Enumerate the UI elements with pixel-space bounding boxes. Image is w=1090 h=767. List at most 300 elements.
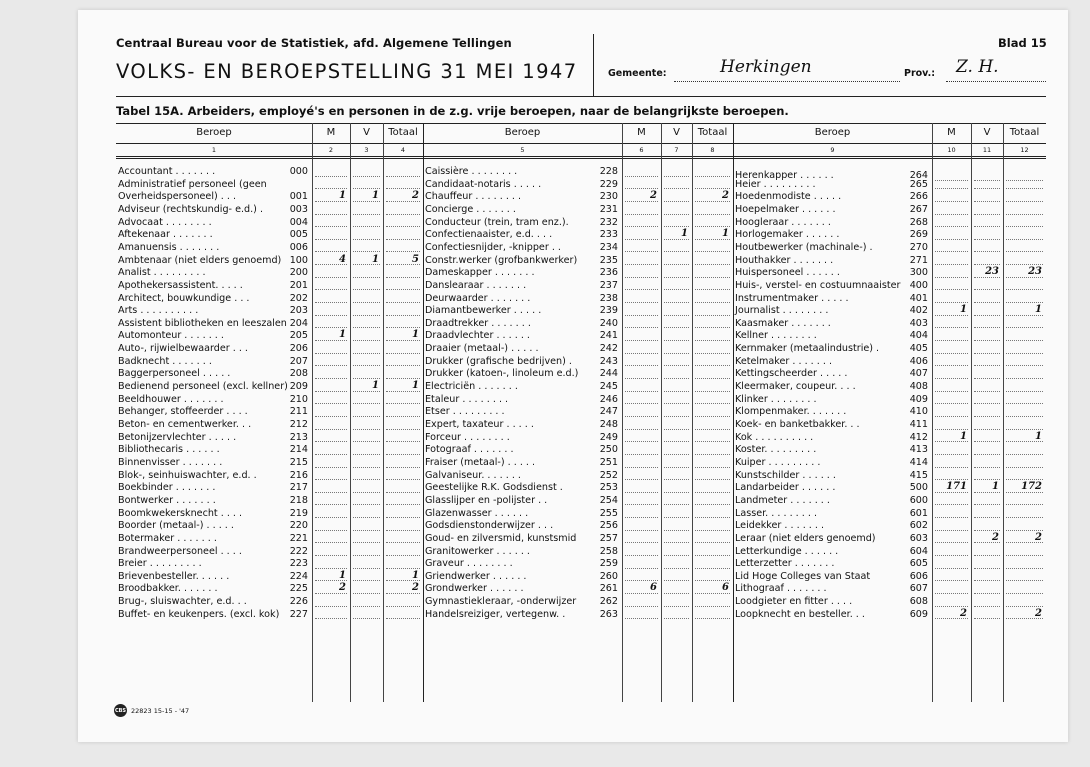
count-cell-t[interactable] [1006,593,1043,594]
count-cell-m[interactable] [315,606,347,607]
count-cell-m[interactable] [315,353,347,354]
count-cell-t[interactable] [1006,568,1043,569]
count-cell-m[interactable] [935,580,968,581]
count-cell-m[interactable] [935,606,968,607]
count-cell-t[interactable] [1006,188,1043,189]
count-cell-v[interactable] [664,340,689,341]
count-cell-v[interactable] [353,251,380,252]
count-cell-v[interactable] [664,226,689,227]
count-cell-m[interactable] [935,353,968,354]
count-cell-t[interactable] [1006,416,1043,417]
count-cell-v[interactable] [664,201,689,202]
count-cell-v[interactable] [353,277,380,278]
count-cell-t[interactable] [695,568,730,569]
count-cell-v[interactable] [353,517,380,518]
count-cell-v[interactable] [353,176,380,177]
count-cell-t[interactable] [695,492,730,493]
count-cell-v[interactable] [974,239,1000,240]
count-cell-m[interactable] [315,289,347,290]
count-cell-t[interactable] [1006,289,1043,290]
count-cell-m[interactable] [625,429,658,430]
count-cell-t[interactable] [1006,555,1043,556]
count-cell-v[interactable] [664,454,689,455]
count-cell-t[interactable] [1006,239,1043,240]
count-cell-m[interactable] [625,251,658,252]
count-cell-t[interactable] [1006,391,1043,392]
count-cell-m[interactable] [315,492,347,493]
count-cell-v[interactable] [353,618,380,619]
count-cell-v[interactable] [664,606,689,607]
count-cell-m[interactable] [935,378,968,379]
count-cell-t[interactable] [695,504,730,505]
count-cell-t[interactable] [695,606,730,607]
count-cell-m[interactable] [935,479,968,480]
table-row [425,432,733,445]
count-cell-t[interactable] [1006,504,1043,505]
count-cell-v[interactable] [974,441,1000,442]
count-cell-v[interactable] [974,264,1000,265]
count-cell-t[interactable] [386,365,420,366]
count-cell-t[interactable] [695,340,730,341]
count-cell-m[interactable] [625,517,658,518]
count-cell-m[interactable] [625,606,658,607]
occupation-code: 238 [599,292,618,304]
count-cell-t[interactable] [1006,517,1043,518]
count-cell-v[interactable] [664,530,689,531]
count-cell-v[interactable] [664,188,689,189]
count-cell-m[interactable] [625,214,658,215]
count-cell-v[interactable] [974,568,1000,569]
count-cell-m[interactable] [935,188,968,189]
count-cell-t[interactable] [1006,302,1043,303]
count-cell-m[interactable] [625,542,658,543]
count-cell-m[interactable] [315,542,347,543]
count-cell-m[interactable] [625,226,658,227]
count-cell-m[interactable] [625,416,658,417]
count-cell-m[interactable] [315,315,347,316]
count-cell-t[interactable] [695,277,730,278]
count-cell-v[interactable] [353,429,380,430]
count-cell-v[interactable] [353,214,380,215]
count-cell-t[interactable] [1006,467,1043,468]
count-cell-v[interactable] [974,391,1000,392]
count-cell-m[interactable] [315,365,347,366]
count-cell-m[interactable] [625,315,658,316]
count-cell-m[interactable] [935,365,968,366]
count-cell-t[interactable] [695,214,730,215]
count-cell-v[interactable] [664,289,689,290]
count-cell-v[interactable] [664,504,689,505]
count-cell-t[interactable] [695,264,730,265]
count-cell-t[interactable] [695,429,730,430]
count-cell-m[interactable] [315,416,347,417]
count-cell-m[interactable] [935,568,968,569]
count-cell-m[interactable] [315,429,347,430]
count-cell-v[interactable] [353,441,380,442]
count-cell-t[interactable] [386,327,420,328]
count-cell-v[interactable] [353,606,380,607]
count-cell-t[interactable] [386,555,420,556]
form-title: VOLKS- EN BEROEPSTELLING 31 MEI 1947 [116,60,578,83]
count-cell-m[interactable] [935,555,968,556]
count-cell-t[interactable] [695,618,730,619]
count-cell-v[interactable] [974,580,1000,581]
count-cell-v[interactable] [664,315,689,316]
count-cell-t[interactable] [695,441,730,442]
count-cell-m[interactable] [935,454,968,455]
count-cell-t[interactable] [695,327,730,328]
table-row [118,470,423,483]
count-cell-m[interactable] [315,277,347,278]
count-cell-t[interactable] [695,391,730,392]
count-cell-t[interactable] [695,403,730,404]
table-row [735,318,1046,331]
count-cell-m[interactable] [625,327,658,328]
count-cell-m[interactable] [315,214,347,215]
count-cell-v[interactable] [974,378,1000,379]
count-cell-v[interactable] [353,593,380,594]
count-cell-m[interactable] [625,340,658,341]
count-cell-v[interactable] [974,467,1000,468]
count-cell-t[interactable] [386,429,420,430]
count-cell-t[interactable] [695,315,730,316]
count-cell-v[interactable] [974,289,1000,290]
count-cell-v[interactable] [974,606,1000,607]
count-cell-m[interactable] [625,302,658,303]
count-cell-m[interactable] [315,467,347,468]
count-cell-t[interactable] [695,251,730,252]
count-cell-m[interactable] [315,251,347,252]
count-cell-v[interactable] [664,391,689,392]
count-cell-v[interactable] [974,302,1000,303]
count-cell-v[interactable] [664,302,689,303]
count-cell-m[interactable] [315,441,347,442]
count-cell-m[interactable] [315,226,347,227]
count-cell-v[interactable] [974,517,1000,518]
count-cell-v[interactable] [974,214,1000,215]
occupation-code: 240 [599,317,618,329]
count-cell-m[interactable] [315,517,347,518]
count-cell-t[interactable] [1006,365,1043,366]
count-cell-v[interactable] [353,555,380,556]
count-cell-v[interactable] [664,353,689,354]
count-cell-v[interactable] [353,530,380,531]
count-cell-m[interactable] [315,568,347,569]
count-cell-v[interactable] [664,378,689,379]
count-cell-t[interactable] [386,542,420,543]
count-cell-v[interactable] [974,504,1000,505]
count-cell-m[interactable] [625,530,658,531]
count-cell-m[interactable] [315,176,347,177]
count-cell-m[interactable] [625,479,658,480]
count-cell-m[interactable] [935,403,968,404]
count-cell-m[interactable] [315,302,347,303]
count-cell-m[interactable] [625,492,658,493]
count-cell-t[interactable] [1006,353,1043,354]
count-cell-v[interactable] [974,315,1000,316]
count-cell-m[interactable] [625,504,658,505]
count-cell-m[interactable] [315,555,347,556]
count-cell-v[interactable] [664,479,689,480]
count-cell-m[interactable] [315,479,347,480]
count-cell-v[interactable] [664,593,689,594]
count-cell-m[interactable] [935,239,968,240]
count-cell-m[interactable] [315,530,347,531]
count-cell-v[interactable] [353,467,380,468]
count-cell-m[interactable] [935,416,968,417]
count-cell-m[interactable] [935,429,968,430]
count-cell-t[interactable] [386,606,420,607]
count-cell-t[interactable] [1006,429,1043,430]
count-cell-m[interactable] [625,555,658,556]
count-cell-v[interactable] [353,378,380,379]
count-cell-v[interactable] [353,302,380,303]
count-cell-v[interactable] [974,365,1000,366]
count-cell-v[interactable] [664,429,689,430]
count-cell-v[interactable] [353,403,380,404]
count-cell-v[interactable] [664,467,689,468]
count-cell-v[interactable] [353,568,380,569]
count-cell-v[interactable] [353,327,380,328]
count-cell-t[interactable] [1006,606,1043,607]
count-cell-t[interactable] [695,555,730,556]
count-cell-t[interactable] [1006,327,1043,328]
count-cell-m[interactable] [315,454,347,455]
count-cell-m[interactable] [625,176,658,177]
count-cell-v[interactable] [974,403,1000,404]
count-cell-v[interactable] [974,530,1000,531]
count-cell-v[interactable] [974,327,1000,328]
count-cell-m[interactable] [935,327,968,328]
count-cell-m[interactable] [315,327,347,328]
count-cell-t[interactable] [1006,378,1043,379]
count-cell-v[interactable] [974,188,1000,189]
count-cell-v[interactable] [664,441,689,442]
count-cell-m[interactable] [625,239,658,240]
count-cell-v[interactable] [974,251,1000,252]
count-cell-v[interactable] [974,429,1000,430]
count-cell-v[interactable] [353,353,380,354]
count-cell-v[interactable] [664,264,689,265]
count-cell-v[interactable] [664,618,689,619]
count-cell-t[interactable] [695,416,730,417]
count-cell-t[interactable] [1006,530,1043,531]
count-cell-t[interactable] [1006,201,1043,202]
count-cell-t[interactable] [386,568,420,569]
count-cell-v[interactable] [664,492,689,493]
count-cell-t[interactable] [1006,251,1043,252]
count-cell-m[interactable] [935,593,968,594]
count-cell-v[interactable] [353,226,380,227]
count-cell-t[interactable] [695,289,730,290]
count-cell-t[interactable] [386,239,420,240]
count-cell-v[interactable] [974,353,1000,354]
count-cell-v[interactable] [353,479,380,480]
count-cell-m[interactable] [315,188,347,189]
count-cell-t[interactable] [695,542,730,543]
count-cell-t[interactable] [386,302,420,303]
count-cell-m[interactable] [625,580,658,581]
count-cell-m[interactable] [935,391,968,392]
occupation-label: Analist . . . . . . . . . [118,267,206,279]
count-cell-t[interactable] [386,618,420,619]
numbers-bottom-rule-2 [116,158,1046,159]
count-cell-m[interactable] [625,391,658,392]
count-cell-m[interactable] [315,239,347,240]
count-cell-m[interactable] [625,277,658,278]
count-cell-t[interactable] [1006,580,1043,581]
count-cell-t[interactable] [1006,454,1043,455]
count-cell-v[interactable] [353,504,380,505]
count-cell-v[interactable] [664,277,689,278]
count-cell-v[interactable] [664,555,689,556]
count-cell-m[interactable] [315,378,347,379]
count-cell-t[interactable] [386,315,420,316]
column-number: 4 [400,146,406,154]
count-cell-v[interactable] [353,365,380,366]
table-row [735,343,1046,356]
count-cell-t[interactable] [1006,403,1043,404]
count-cell-t[interactable] [695,226,730,227]
count-cell-v[interactable] [974,618,1000,619]
count-cell-t[interactable] [695,467,730,468]
count-cell-t[interactable] [386,530,420,531]
count-cell-m[interactable] [935,201,968,202]
count-cell-t[interactable] [386,188,420,189]
count-cell-m[interactable] [935,517,968,518]
count-cell-v[interactable] [353,340,380,341]
count-cell-t[interactable] [386,403,420,404]
count-cell-t[interactable] [386,416,420,417]
count-cell-v[interactable] [353,454,380,455]
count-cell-m[interactable] [625,568,658,569]
count-cell-t[interactable] [1006,214,1043,215]
count-cell-t[interactable] [386,226,420,227]
count-cell-v[interactable] [664,580,689,581]
count-cell-t[interactable] [695,365,730,366]
count-cell-m[interactable] [935,504,968,505]
count-cell-m[interactable] [625,441,658,442]
count-cell-t[interactable] [386,517,420,518]
count-cell-t[interactable] [1006,340,1043,341]
count-cell-m[interactable] [935,214,968,215]
count-cell-m[interactable] [625,365,658,366]
count-cell-v[interactable] [974,201,1000,202]
count-cell-m[interactable] [935,467,968,468]
count-cell-v[interactable] [974,416,1000,417]
count-cell-t[interactable] [695,580,730,581]
count-cell-v[interactable] [353,289,380,290]
count-cell-m[interactable] [625,454,658,455]
count-cell-t[interactable] [695,378,730,379]
count-cell-m[interactable] [625,403,658,404]
count-cell-m[interactable] [935,302,968,303]
count-cell-t[interactable] [386,454,420,455]
count-cell-v[interactable] [664,416,689,417]
count-cell-v[interactable] [353,542,380,543]
count-cell-m[interactable] [315,391,347,392]
count-cell-m[interactable] [315,403,347,404]
count-cell-m[interactable] [625,618,658,619]
count-cell-m[interactable] [935,340,968,341]
count-cell-m[interactable] [935,251,968,252]
count-cell-t[interactable] [695,302,730,303]
count-cell-t[interactable] [695,479,730,480]
count-cell-t[interactable] [695,188,730,189]
count-cell-v[interactable] [353,416,380,417]
count-cell-v[interactable] [974,593,1000,594]
count-cell-t[interactable] [386,251,420,252]
count-cell-t[interactable] [386,378,420,379]
count-cell-m[interactable] [935,530,968,531]
count-cell-m[interactable] [625,188,658,189]
count-cell-m[interactable] [625,353,658,354]
count-cell-t[interactable] [386,441,420,442]
count-cell-v[interactable] [974,340,1000,341]
count-cell-m[interactable] [315,504,347,505]
count-cell-t[interactable] [695,176,730,177]
count-cell-v[interactable] [664,214,689,215]
count-cell-v[interactable] [353,315,380,316]
count-cell-m[interactable] [625,264,658,265]
count-cell-v[interactable] [353,492,380,493]
count-cell-m[interactable] [625,467,658,468]
count-cell-t[interactable] [386,492,420,493]
count-cell-m[interactable] [935,542,968,543]
count-cell-v[interactable] [664,403,689,404]
count-cell-m[interactable] [935,289,968,290]
count-cell-v[interactable] [353,580,380,581]
count-cell-t[interactable] [1006,226,1043,227]
count-cell-t[interactable] [1006,264,1043,265]
count-cell-v[interactable] [664,517,689,518]
count-cell-v[interactable] [664,176,689,177]
count-cell-v[interactable] [664,251,689,252]
count-cell-v[interactable] [664,568,689,569]
count-cell-v[interactable] [353,239,380,240]
count-cell-t[interactable] [386,504,420,505]
count-cell-t[interactable] [695,454,730,455]
count-cell-v[interactable] [664,365,689,366]
occupation-code: 004 [289,216,308,228]
count-cell-t[interactable] [386,467,420,468]
count-cell-m[interactable] [935,277,968,278]
count-cell-v[interactable] [353,188,380,189]
count-cell-t[interactable] [386,289,420,290]
count-cell-v[interactable] [974,479,1000,480]
count-cell-t[interactable] [695,530,730,531]
count-cell-v[interactable] [664,542,689,543]
count-cell-t[interactable] [386,353,420,354]
count-cell-m[interactable] [315,618,347,619]
count-cell-m[interactable] [625,378,658,379]
count-cell-m[interactable] [935,264,968,265]
count-cell-t[interactable] [386,479,420,480]
occupation-code: 214 [289,444,308,456]
count-cell-v[interactable] [664,327,689,328]
count-cell-t[interactable] [695,353,730,354]
count-cell-t[interactable] [1006,479,1043,480]
count-cell-m[interactable] [935,226,968,227]
count-cell-t[interactable] [386,277,420,278]
count-cell-v[interactable] [974,555,1000,556]
count-cell-t[interactable] [695,517,730,518]
count-cell-t[interactable] [386,176,420,177]
count-cell-m[interactable] [625,289,658,290]
count-cell-t[interactable] [386,214,420,215]
count-cell-v[interactable] [974,226,1000,227]
count-cell-v[interactable] [974,454,1000,455]
